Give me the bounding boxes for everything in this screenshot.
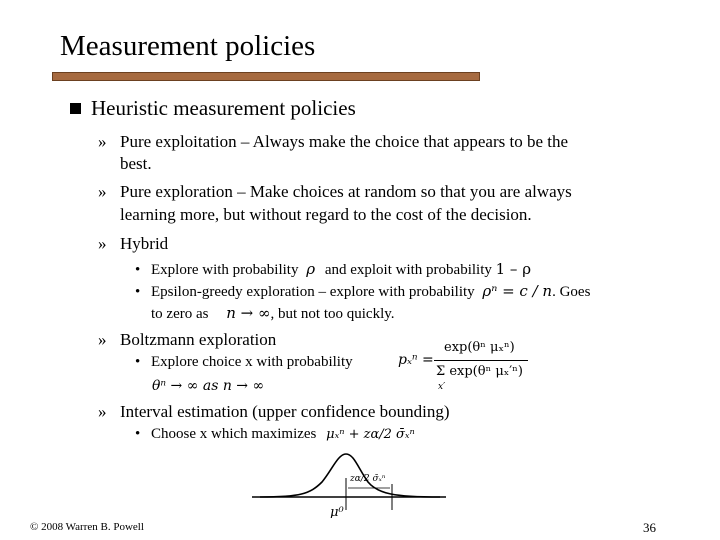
guillemet-icon: » bbox=[98, 234, 107, 253]
boltzmann-sub bbox=[135, 354, 353, 371]
slide-title: Measurement policies bbox=[60, 30, 316, 62]
item-text: Boltzmann exploration bbox=[120, 330, 277, 349]
item-pure-exploitation-cont: best. bbox=[120, 154, 152, 173]
hybrid-sub-2 bbox=[135, 282, 590, 301]
item-pure-exploration-cont: learning more, but without regard to the cost of the decision. bbox=[120, 205, 532, 224]
boltzmann-numerator: exp(θⁿ μₓⁿ) bbox=[444, 340, 515, 355]
item-hybrid bbox=[98, 234, 168, 254]
sub-text: , but not too quickly. bbox=[270, 306, 395, 322]
hybrid-sub-1 bbox=[135, 260, 531, 279]
sub-text: Explore choice x with probability bbox=[151, 354, 353, 370]
item-text: Pure exploitation – Always make the choice that appears to be the bbox=[120, 132, 569, 151]
rho-symbol: ρ bbox=[306, 260, 316, 278]
sub-text: . Goes bbox=[552, 284, 591, 300]
sub-text: Explore with probability bbox=[151, 262, 299, 278]
copyright-footer: © 2008 Warren B. Powell bbox=[30, 521, 144, 533]
item-pure-exploitation bbox=[98, 132, 568, 152]
bullet-dot-icon: • bbox=[135, 426, 141, 442]
square-bullet-icon bbox=[70, 103, 81, 114]
boltzmann-den-sub: x′ bbox=[438, 382, 446, 392]
main-bullet-text: Heuristic measurement policies bbox=[91, 96, 356, 120]
item-boltzmann bbox=[98, 330, 276, 350]
bullet-dot-icon: • bbox=[135, 262, 141, 278]
guillemet-icon: » bbox=[98, 402, 107, 421]
item-text: Interval estimation (upper confidence bounding) bbox=[120, 402, 450, 421]
bullet-dot-icon: • bbox=[135, 354, 141, 370]
item-interval-estimation bbox=[98, 402, 450, 422]
hybrid-sub-2-cont bbox=[151, 304, 395, 323]
epsilon-formula: ρⁿ = c / n bbox=[482, 282, 553, 300]
guillemet-icon: » bbox=[98, 330, 107, 349]
item-text: Hybrid bbox=[120, 234, 169, 253]
sub-text: Epsilon-greedy exploration – explore with probability bbox=[151, 284, 475, 300]
sub-text: and exploit with probability bbox=[324, 262, 492, 278]
bullet-dot-icon: • bbox=[135, 284, 141, 300]
guillemet-icon: » bbox=[98, 182, 107, 201]
fraction-bar bbox=[434, 360, 528, 361]
theta-condition: θⁿ → ∞ as n → ∞ bbox=[152, 378, 265, 394]
page-number: 36 bbox=[643, 520, 656, 535]
guillemet-icon: » bbox=[98, 132, 107, 151]
axis-label-mu0: μ⁰ bbox=[330, 505, 344, 518]
plot-label-z: zα/2 σ̄ₓⁿ bbox=[350, 474, 386, 484]
item-text: Pure exploration – Make choices at random so that you are always bbox=[120, 182, 572, 201]
one-minus-rho: 1 – ρ bbox=[495, 260, 532, 278]
title-underline bbox=[52, 72, 480, 81]
n-to-infinity: n → ∞ bbox=[226, 304, 271, 322]
sub-text: Choose x which maximizes bbox=[151, 426, 317, 442]
interval-formula: μₓⁿ + zα/2 σ̄ₓⁿ bbox=[326, 427, 415, 442]
boltzmann-lhs: pₓⁿ = bbox=[398, 352, 434, 368]
normal-curve-figure bbox=[250, 448, 450, 518]
main-bullet bbox=[70, 96, 356, 121]
boltzmann-denominator: Σ exp(θⁿ μₓ′ⁿ) bbox=[436, 364, 523, 379]
interval-sub bbox=[135, 426, 415, 443]
sub-text: to zero as bbox=[151, 306, 209, 322]
item-pure-exploration bbox=[98, 182, 572, 202]
